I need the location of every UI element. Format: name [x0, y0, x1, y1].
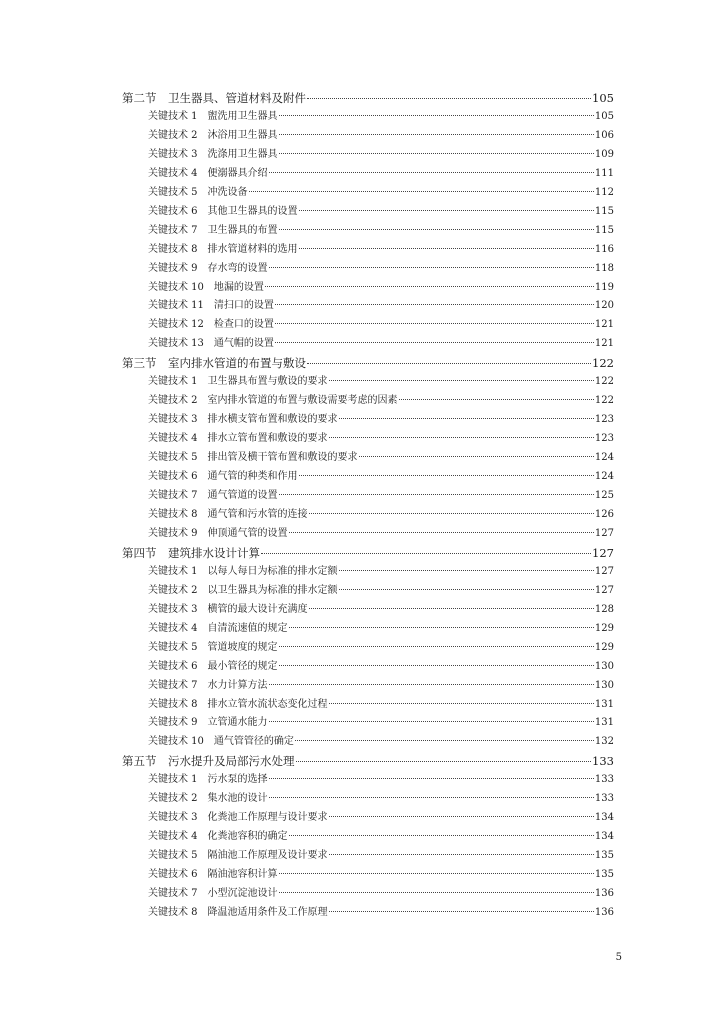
dot-leader [279, 115, 594, 116]
dot-leader [359, 456, 594, 457]
dot-leader [309, 608, 594, 609]
toc-entry-title: 关键技术 5 排出管及横干管布置和敷设的要求 [148, 452, 358, 464]
toc-entry [122, 885, 614, 904]
toc-entry-page: 133 [594, 774, 614, 786]
toc-entry [122, 620, 614, 639]
toc-entry-page: 123 [594, 414, 614, 426]
page-number: 5 [615, 952, 622, 963]
toc-entry-page: 134 [594, 812, 614, 824]
toc-entry [122, 487, 614, 506]
toc-entry [122, 411, 614, 430]
toc-entry-page: 122 [594, 395, 614, 407]
toc-entry-title: 关键技术 10 地漏的设置 [148, 281, 264, 293]
dot-leader [275, 342, 594, 343]
toc-entry [122, 108, 614, 127]
toc-entry-title: 关键技术 9 立管通水能力 [148, 717, 268, 729]
toc-entry-page: 105 [594, 110, 614, 122]
toc-entry-page: 129 [594, 641, 614, 653]
toc-entry-page: 123 [594, 433, 614, 445]
toc-entry-title: 第二节 卫生器具、管道材料及附件 [122, 91, 306, 105]
toc-entry-page: 124 [594, 452, 614, 464]
dot-leader [269, 721, 594, 722]
toc-entry-title: 关键技术 4 自清流速值的规定 [148, 622, 288, 634]
toc-entry-title: 关键技术 12 检查口的设置 [148, 319, 274, 331]
toc-entry [122, 582, 614, 601]
dot-leader [339, 418, 594, 419]
toc-entry [122, 658, 614, 677]
dot-leader [296, 761, 592, 762]
dot-leader [279, 134, 594, 135]
dot-leader [269, 172, 594, 173]
toc-entry-title: 关键技术 11 清扫口的设置 [148, 300, 274, 312]
toc-entry-title: 关键技术 1 卫生器具布置与敷设的要求 [148, 376, 328, 388]
toc-entry-page: 135 [594, 850, 614, 862]
toc-entry-title: 关键技术 3 化粪池工作原理与设计要求 [148, 812, 328, 824]
toc-entry [122, 714, 614, 733]
toc-entry-title: 关键技术 5 隔油池工作原理及设计要求 [148, 850, 328, 862]
toc-entry [122, 733, 614, 752]
toc-entry-title: 第三节 室内排水管道的布置与敷设 [122, 356, 306, 371]
toc-entry-title: 关键技术 5 管道坡度的规定 [148, 641, 278, 653]
toc-entry-page: 119 [594, 281, 614, 293]
dot-leader [309, 513, 594, 514]
dot-leader [269, 797, 594, 798]
toc-entry [122, 222, 614, 241]
dot-leader [269, 684, 594, 685]
toc-entry-page: 136 [594, 906, 614, 918]
dot-leader [279, 153, 594, 154]
toc-entry [122, 677, 614, 696]
toc-entry-title: 关键技术 2 沐浴用卫生器具 [148, 129, 278, 141]
toc-entry-page: 129 [594, 622, 614, 634]
toc-entry-title: 关键技术 1 盥洗用卫生器具 [148, 110, 278, 122]
toc-entry-page: 132 [594, 736, 614, 748]
dot-leader [289, 627, 594, 628]
toc-entry-title: 关键技术 4 化粪池容积的确定 [148, 831, 288, 843]
toc-entry-title: 关键技术 9 伸顶通气管的设置 [148, 527, 288, 539]
toc-entry-page: 106 [594, 129, 614, 141]
toc-entry-title: 关键技术 7 水力计算方法 [148, 679, 268, 691]
toc-entry-page: 115 [594, 205, 614, 217]
toc-entry-title: 关键技术 2 室内排水管道的布置与敷设需要考虑的因素 [148, 395, 398, 407]
toc-entry-page: 128 [594, 603, 614, 615]
dot-leader [261, 553, 591, 554]
dot-leader [269, 778, 594, 779]
dot-leader [329, 437, 594, 438]
toc-entry-title: 关键技术 7 小型沉淀池设计 [148, 888, 278, 900]
toc-entry [122, 241, 614, 260]
toc-entry [122, 203, 614, 222]
toc-entry-title: 关键技术 3 洗涤用卫生器具 [148, 148, 278, 160]
dot-leader [329, 380, 594, 381]
toc-entry [122, 468, 614, 487]
toc-entry-page: 109 [594, 148, 614, 160]
toc-entry-title: 关键技术 8 降温池适用条件及工作原理 [148, 906, 328, 918]
toc-entry-page: 130 [594, 679, 614, 691]
toc-entry [122, 639, 614, 658]
toc-entry [122, 809, 614, 828]
toc-entry-title: 关键技术 1 污水泵的选择 [148, 774, 268, 786]
toc-entry [122, 696, 614, 715]
toc-entry-title: 关键技术 2 集水池的设计 [148, 793, 268, 805]
toc-entry-page: 135 [594, 869, 614, 881]
toc-entry-page: 134 [594, 831, 614, 843]
toc-entry-page: 125 [594, 490, 614, 502]
dot-leader [307, 363, 591, 364]
toc-entry [122, 392, 614, 411]
toc-entry [122, 828, 614, 847]
toc-entry-page: 122 [592, 356, 614, 371]
dot-leader [339, 589, 594, 590]
toc-entry-page: 130 [594, 660, 614, 672]
toc-section-heading [122, 354, 614, 373]
toc-entry-page: 112 [594, 186, 614, 198]
dot-leader [265, 286, 594, 287]
toc-entry-title: 关键技术 2 以卫生器具为标准的排水定额 [148, 584, 338, 596]
dot-leader [275, 304, 594, 305]
toc-entry-title: 关键技术 3 横管的最大设计充满度 [148, 603, 308, 615]
dot-leader [269, 267, 594, 268]
toc-entry-title: 关键技术 9 存水弯的设置 [148, 262, 268, 274]
dot-leader [329, 816, 594, 817]
dot-leader [279, 665, 594, 666]
toc-entry-page: 127 [594, 527, 614, 539]
toc-entry [122, 165, 614, 184]
toc-entry-page: 126 [594, 508, 614, 520]
toc-entry [122, 373, 614, 392]
toc-entry-title: 关键技术 4 便溺器具介绍 [148, 167, 268, 179]
dot-leader [279, 646, 594, 647]
toc-entry-title: 关键技术 6 其他卫生器具的设置 [148, 205, 298, 217]
toc-entry-title: 关键技术 7 卫生器具的布置 [148, 224, 278, 236]
toc-entry-page: 127 [594, 565, 614, 577]
toc-entry-title: 关键技术 8 排水管道材料的选用 [148, 243, 298, 255]
toc-entry [122, 184, 614, 203]
toc-entry-title: 关键技术 7 通气管道的设置 [148, 490, 278, 502]
toc-entry-title: 关键技术 6 最小管径的规定 [148, 660, 278, 672]
toc-entry-title: 第五节 污水提升及局部污水处理 [122, 754, 295, 769]
dot-leader [299, 248, 594, 249]
toc-entry [122, 335, 614, 354]
toc-entry-page: 127 [594, 584, 614, 596]
dot-leader [249, 191, 594, 192]
dot-leader [279, 892, 594, 893]
dot-leader [299, 475, 594, 476]
toc-entry-page: 133 [594, 793, 614, 805]
toc-entry-page: 121 [594, 319, 614, 331]
toc-entry [122, 525, 614, 544]
toc-entry [122, 449, 614, 468]
toc-entry [122, 506, 614, 525]
toc-section-heading [122, 544, 614, 563]
toc-entry-page: 115 [594, 224, 614, 236]
toc-entry [122, 430, 614, 449]
toc-entry-title: 关键技术 4 排水立管布置和敷设的要求 [148, 433, 328, 445]
toc-entry-title: 第四节 建筑排水设计计算 [122, 545, 260, 560]
toc-entry [122, 771, 614, 790]
toc-entry-title: 关键技术 6 隔油池容积计算 [148, 869, 278, 881]
toc-entry-title: 关键技术 8 通气管和污水管的连接 [148, 508, 308, 520]
toc-entry [122, 847, 614, 866]
toc-entry [122, 866, 614, 885]
toc-entry-page: 120 [594, 300, 614, 312]
dot-leader [279, 873, 594, 874]
toc-entry [122, 297, 614, 316]
dot-leader [289, 532, 594, 533]
toc-entry-page: 111 [594, 167, 614, 179]
dot-leader [279, 494, 594, 495]
toc-entry-page: 105 [592, 91, 614, 105]
dot-leader [329, 911, 594, 912]
dot-leader [329, 703, 594, 704]
toc-entry-title: 关键技术 3 排水横支管布置和敷设的要求 [148, 414, 338, 426]
dot-leader [289, 835, 594, 836]
toc-section-heading [122, 752, 614, 771]
toc-entry-page: 136 [594, 888, 614, 900]
dot-leader [275, 323, 594, 324]
toc-entry-title: 关键技术 10 通气管管径的确定 [148, 736, 294, 748]
toc-entry-title: 关键技术 1 以每人每日为标准的排水定额 [148, 565, 338, 577]
dot-leader [299, 210, 594, 211]
toc-entry [122, 563, 614, 582]
toc-entry [122, 146, 614, 165]
toc-entry [122, 790, 614, 809]
toc-entry [122, 316, 614, 335]
dot-leader [295, 740, 594, 741]
dot-leader [339, 570, 594, 571]
toc-entry [122, 127, 614, 146]
toc-entry-page: 118 [594, 262, 614, 274]
toc-entry-title: 关键技术 13 通气帽的设置 [148, 338, 274, 350]
toc-entry [122, 279, 614, 298]
toc-entry-title: 关键技术 8 排水立管水流状态变化过程 [148, 698, 328, 710]
toc-entry-page: 121 [594, 338, 614, 350]
toc-entry-page: 131 [594, 717, 614, 729]
dot-leader [279, 229, 594, 230]
dot-leader [307, 98, 591, 99]
toc-entry [122, 601, 614, 620]
toc-entry [122, 260, 614, 279]
toc-entry [122, 904, 614, 923]
toc-entry-page: 131 [594, 698, 614, 710]
toc-entry-page: 124 [594, 471, 614, 483]
toc-entry-page: 133 [592, 754, 614, 769]
table-of-contents [122, 89, 614, 923]
toc-entry-page: 116 [594, 243, 614, 255]
toc-entry-title: 关键技术 5 冲洗设备 [148, 186, 248, 198]
dot-leader [399, 399, 594, 400]
dot-leader [329, 854, 594, 855]
toc-entry-title: 关键技术 6 通气管的种类和作用 [148, 471, 298, 483]
toc-entry-page: 122 [594, 376, 614, 388]
toc-entry-page: 127 [592, 545, 614, 560]
toc-section-heading [122, 89, 614, 108]
